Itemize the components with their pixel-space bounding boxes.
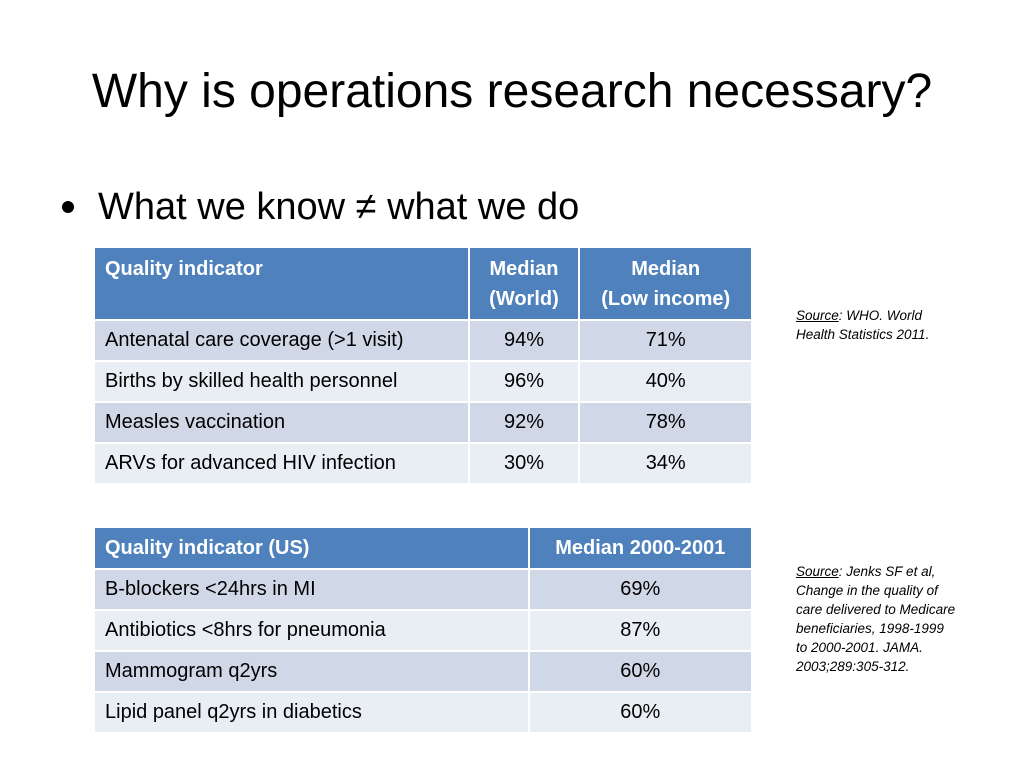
low-income-median-cell: 78% — [579, 402, 752, 443]
table-header-row — [94, 247, 752, 320]
world-median-cell: 92% — [469, 402, 580, 443]
table-row — [94, 692, 752, 733]
source-note-jenks: Source: Jenks SF et al, Change in the quality of care delivered to Medicare beneficiaries, 1998-1999 to 2000-2001. JAMA. 2003;289:305-312. — [796, 564, 956, 674]
slide-title: Why is operations research necessary? — [91, 65, 933, 118]
table-row — [94, 443, 752, 484]
who-quality-table — [93, 246, 753, 485]
table-row — [94, 569, 752, 610]
table-row — [94, 361, 752, 402]
header-median-2000-2001: Median 2000-2001 — [529, 527, 752, 569]
header-quality-indicator-us: Quality indicator (US) — [94, 527, 529, 569]
us-quality-table — [93, 526, 753, 734]
world-median-cell: 96% — [469, 361, 580, 402]
world-median-cell: 94% — [469, 320, 580, 361]
indicator-cell: Mammogram q2yrs — [94, 651, 529, 692]
median-cell: 60% — [529, 692, 752, 733]
bullet-point — [60, 182, 579, 232]
world-median-cell: 30% — [469, 443, 580, 484]
indicator-cell: Births by skilled health personnel — [94, 361, 469, 402]
table-header-row — [94, 527, 752, 569]
header-median-low-income: Median (Low income) — [579, 247, 752, 320]
indicator-cell: Antibiotics <8hrs for pneumonia — [94, 610, 529, 651]
table-row — [94, 610, 752, 651]
indicator-cell: B-blockers <24hrs in MI — [94, 569, 529, 610]
indicator-cell: Antenatal care coverage (>1 visit) — [94, 320, 469, 361]
indicator-cell: Measles vaccination — [94, 402, 469, 443]
low-income-median-cell: 40% — [579, 361, 752, 402]
median-cell: 87% — [529, 610, 752, 651]
table-row — [94, 320, 752, 361]
median-cell: 69% — [529, 569, 752, 610]
median-cell: 60% — [529, 651, 752, 692]
table-row — [94, 402, 752, 443]
low-income-median-cell: 71% — [579, 320, 752, 361]
source-note-who: Source: WHO. World Health Statistics 2011. — [796, 308, 930, 342]
header-quality-indicator: Quality indicator — [94, 247, 469, 320]
bullet-text: What we know ≠ what we do — [98, 186, 580, 228]
low-income-median-cell: 34% — [579, 443, 752, 484]
bullet-icon — [62, 201, 74, 213]
header-median-world: Median (World) — [469, 247, 580, 320]
table-row — [94, 651, 752, 692]
indicator-cell: ARVs for advanced HIV infection — [94, 443, 469, 484]
indicator-cell: Lipid panel q2yrs in diabetics — [94, 692, 529, 733]
